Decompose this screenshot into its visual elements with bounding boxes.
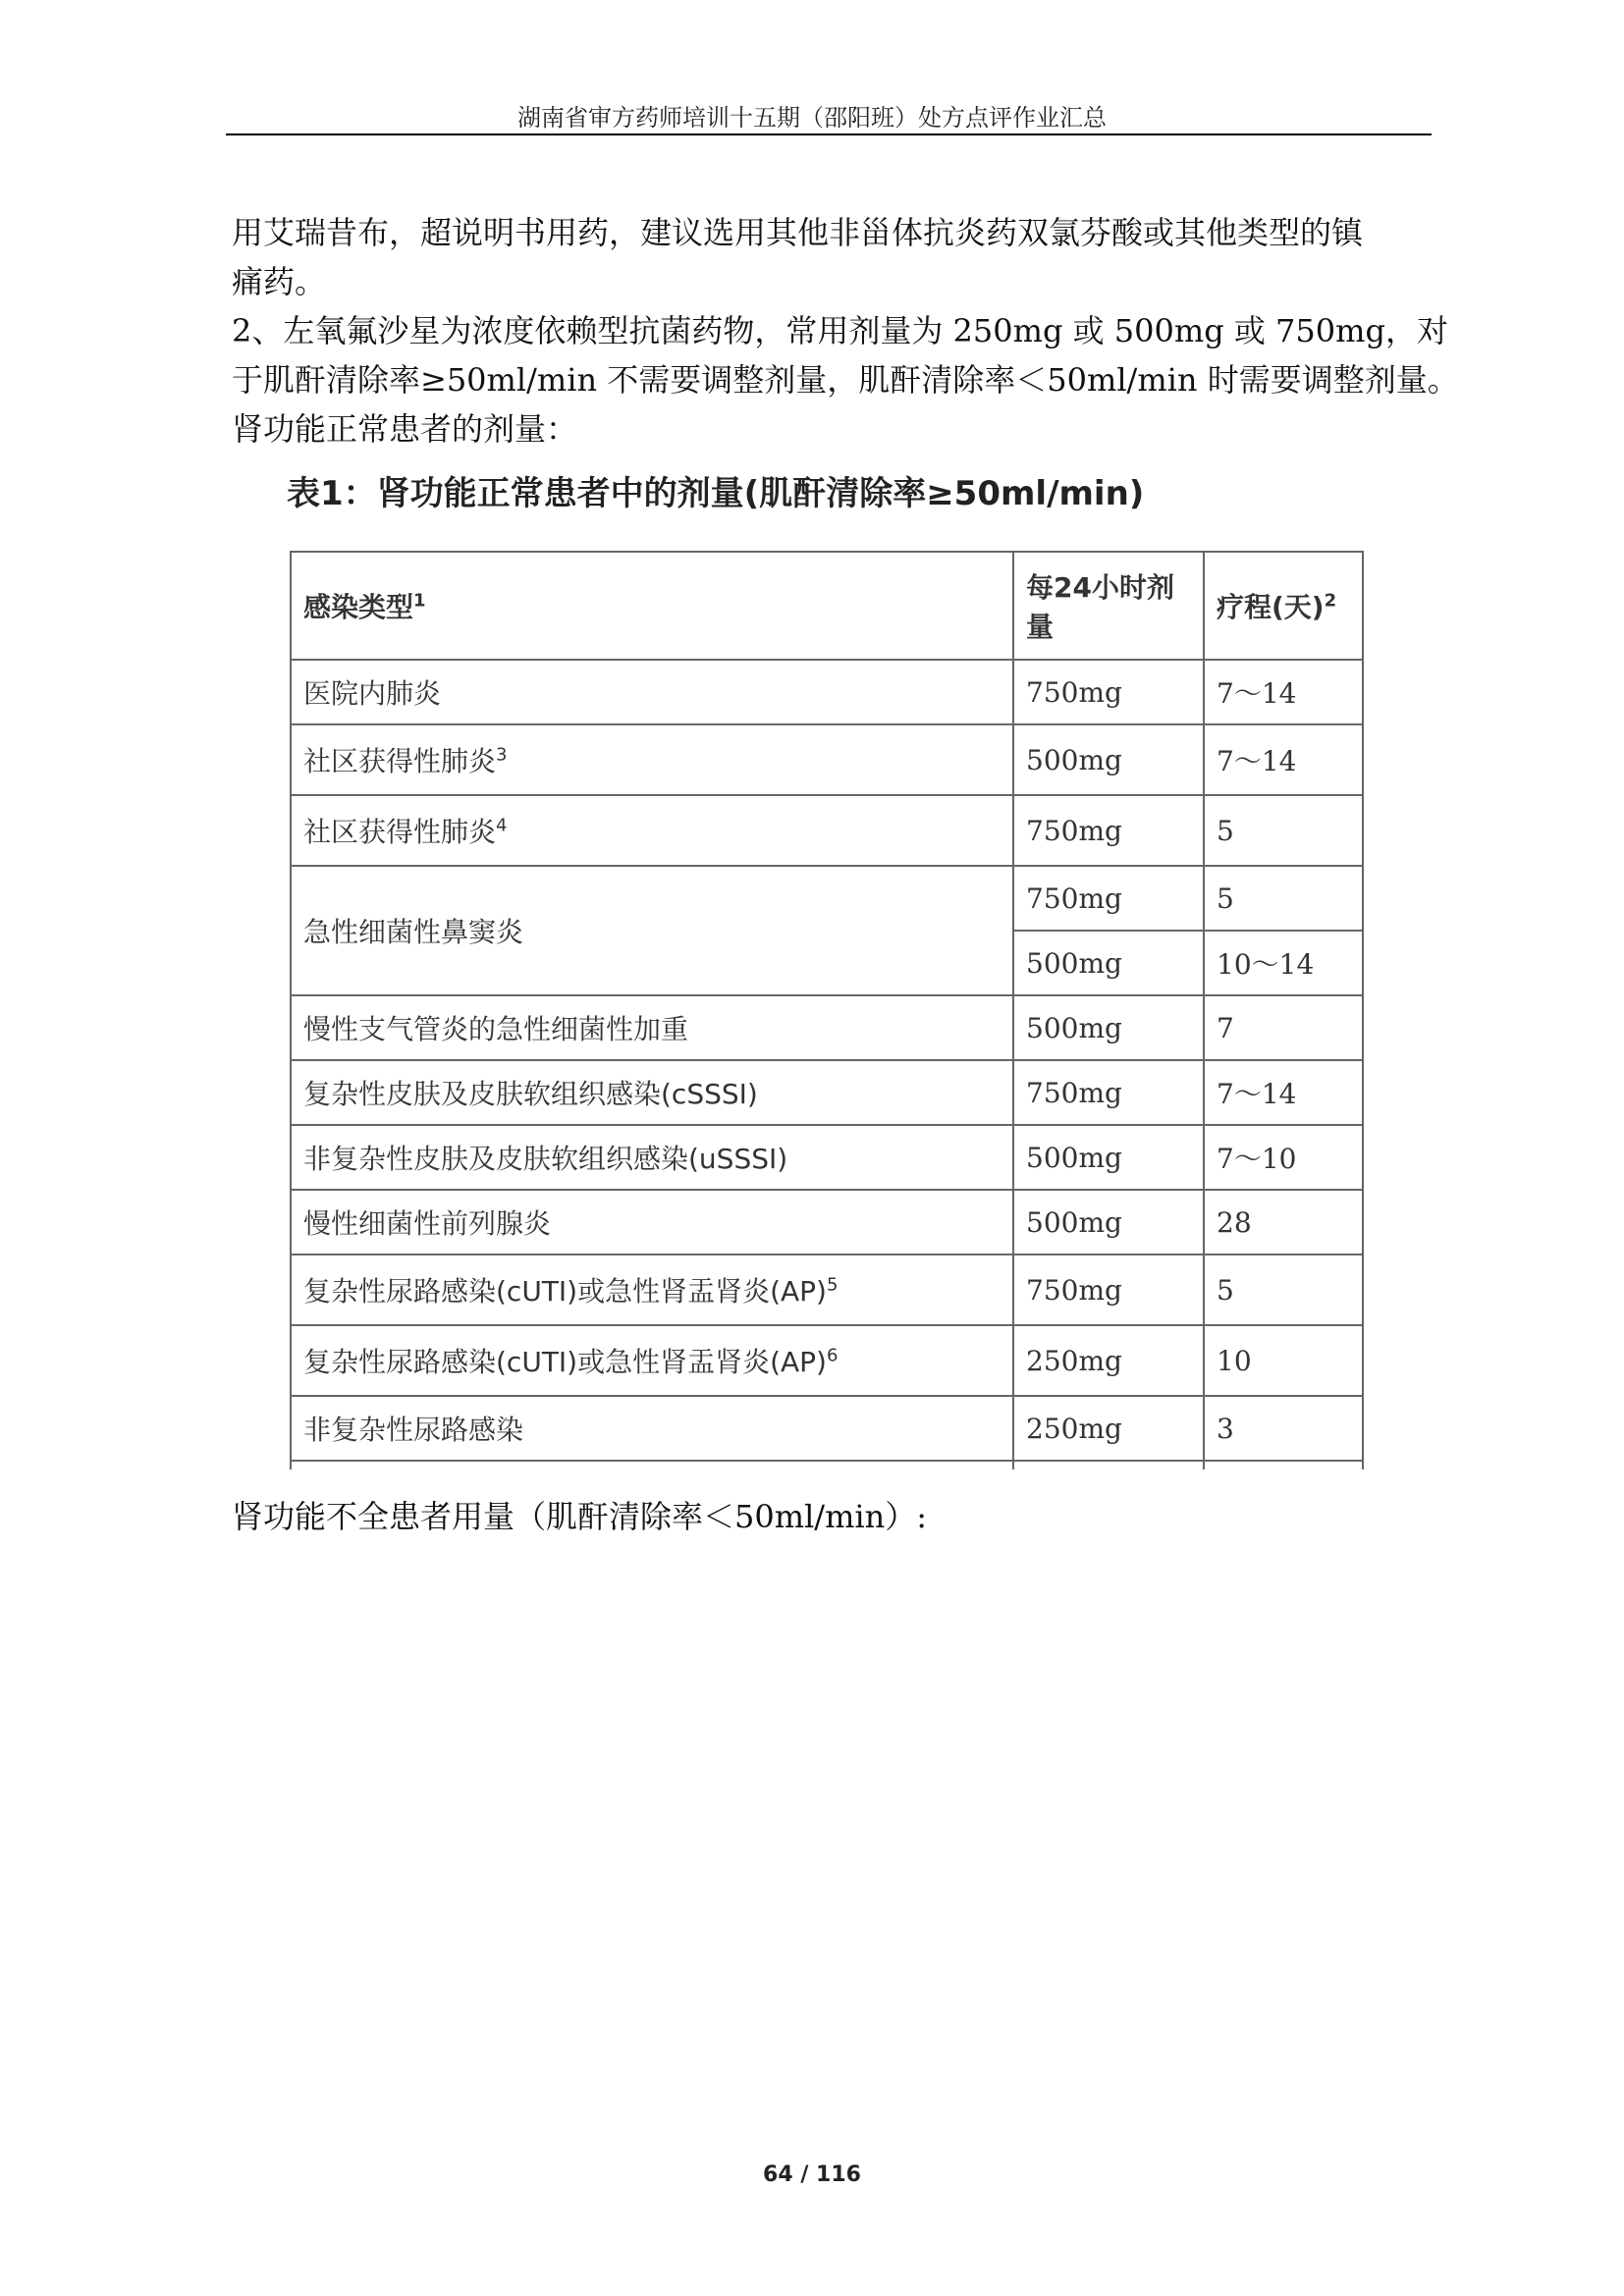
table-row [291, 1396, 1363, 1461]
table-row [291, 795, 1363, 866]
table-row [291, 1325, 1363, 1396]
infection-cell: 非复杂性尿路感染 [291, 1396, 1013, 1461]
dose-cell: 750mg [1013, 660, 1204, 724]
header-course-days: 疗程(天)$^2$ [1204, 552, 1363, 660]
header-daily-dose: 每24小时剂量 [1013, 552, 1204, 660]
page-number: 64 / 116 [763, 2163, 861, 2187]
course-cell: 10～14 [1204, 931, 1363, 995]
dose-cell: 750mg [1013, 1255, 1204, 1325]
dose-cell: 500mg [1013, 724, 1204, 795]
table-caption: 表1：肾功能正常患者中的剂量(肌酐清除率≥50ml/min) [287, 474, 1145, 513]
course-cell: 5 [1204, 795, 1363, 866]
dose-cell: 750mg [1013, 1060, 1204, 1125]
course-cell: 7～14 [1204, 660, 1363, 724]
course-cell: 5 [1204, 866, 1363, 931]
dose-cell: 750mg [1013, 866, 1204, 931]
table-row [291, 724, 1363, 795]
table-row [291, 866, 1363, 931]
body-paragraph-line-5: 肾功能正常患者的剂量： [232, 410, 578, 448]
running-header: 湖南省审方药师培训十五期（邵阳班）处方点评作业汇总 [517, 104, 1107, 132]
infection-cell: 慢性支气管炎的急性细菌性加重 [291, 995, 1013, 1060]
course-cell: 7～10 [1204, 1125, 1363, 1190]
table-row [291, 1190, 1363, 1255]
dose-cell: 500mg [1013, 1125, 1204, 1190]
course-cell: 7～14 [1204, 724, 1363, 795]
dose-cell: 500mg [1013, 995, 1204, 1060]
infection-cell: 非复杂性皮肤及皮肤软组织感染(uSSSI) [291, 1125, 1013, 1190]
body-paragraph-line-2: 痛药。 [232, 263, 327, 300]
infection-cell: 急性细菌性鼻窦炎 [291, 866, 1013, 995]
table-row [291, 660, 1363, 724]
infection-cell: 医院内肺炎 [291, 660, 1013, 724]
infection-cell: 复杂性尿路感染(cUTI)或急性肾盂肾炎(AP)$^5$ [291, 1255, 1013, 1325]
body-paragraph-line-4: 于肌酐清除率≥50ml/min 不需要调整剂量，肌酐清除率＜50ml/min 时需要调整剂量。 [232, 361, 1459, 399]
table-row [291, 1060, 1363, 1125]
header-infection-type: 感染类型$^1$ [291, 552, 1013, 660]
infection-cell: 复杂性皮肤及皮肤软组织感染(cSSSI) [291, 1060, 1013, 1125]
dose-cell: 500mg [1013, 931, 1204, 995]
dose-cell: 500mg [1013, 1190, 1204, 1255]
cut-cell [1204, 1461, 1363, 1469]
cut-cell [1013, 1461, 1204, 1469]
table-row [291, 995, 1363, 1060]
infection-cell: 社区获得性肺炎$^3$ [291, 724, 1013, 795]
dose-cell: 250mg [1013, 1396, 1204, 1461]
cut-cell [291, 1461, 1013, 1469]
dose-cell: 250mg [1013, 1325, 1204, 1396]
body-paragraph-line-1: 用艾瑞昔布，超说明书用药，建议选用其他非甾体抗炎药双氯芬酸或其他类型的镇 [232, 214, 1364, 251]
infection-cell: 社区获得性肺炎$^4$ [291, 795, 1013, 866]
course-cell: 5 [1204, 1255, 1363, 1325]
course-cell: 7 [1204, 995, 1363, 1060]
course-cell: 10 [1204, 1325, 1363, 1396]
infection-cell: 慢性细菌性前列腺炎 [291, 1190, 1013, 1255]
dosage-table [290, 551, 1364, 1469]
infection-cell: 复杂性尿路感染(cUTI)或急性肾盂肾炎(AP)$^6$ [291, 1325, 1013, 1396]
table-header-row [291, 552, 1363, 660]
course-cell: 7～14 [1204, 1060, 1363, 1125]
course-cell: 3 [1204, 1396, 1363, 1461]
course-cell: 28 [1204, 1190, 1363, 1255]
header-divider [226, 133, 1432, 135]
table-cut-row [291, 1461, 1363, 1469]
renal-impairment-intro: 肾功能不全患者用量（肌酐清除率＜50ml/min）: [232, 1498, 928, 1535]
body-paragraph-line-3: 2、左氧氟沙星为浓度依赖型抗菌药物，常用剂量为 250mg 或 500mg 或 750mg，对 [232, 312, 1448, 349]
table-row [291, 1255, 1363, 1325]
table-row [291, 1125, 1363, 1190]
dose-cell: 750mg [1013, 795, 1204, 866]
